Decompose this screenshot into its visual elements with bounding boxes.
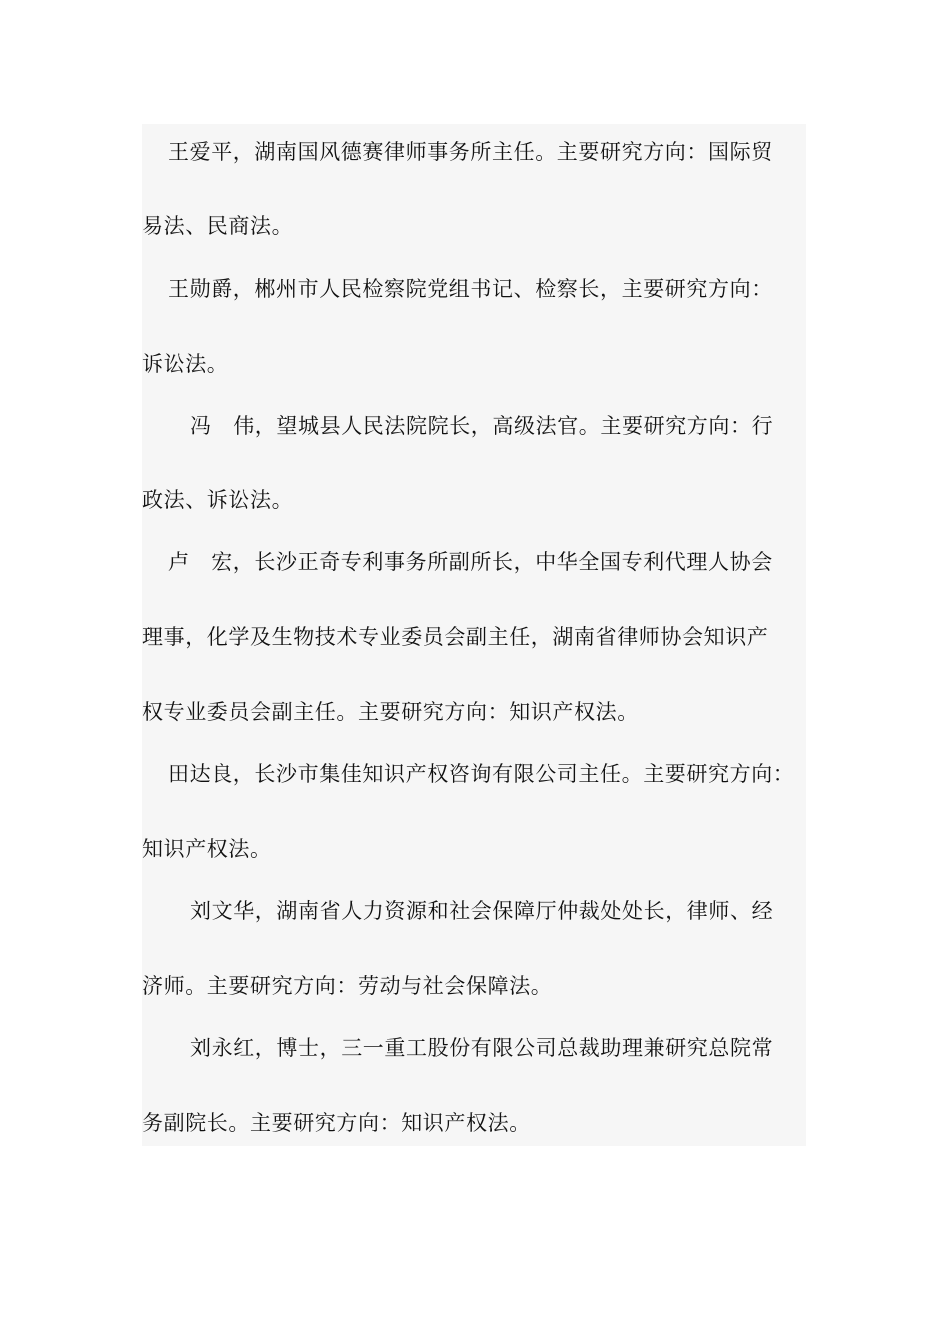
entry-liu-wenhua-line-2: 济师。主要研究方向：劳动与社会保障法。 xyxy=(142,974,553,998)
entry-tian-daliang-line-1: 田达良，长沙市集佳知识产权咨询有限公司主任。主要研究方向： xyxy=(168,762,795,786)
entry-wang-xunjue-line-2: 诉讼法。 xyxy=(142,352,229,376)
entry-wang-aiping-line-2: 易法、民商法。 xyxy=(142,214,294,238)
entry-feng-wei-line-2: 政法、诉讼法。 xyxy=(142,488,294,512)
entry-wang-aiping-line-1: 王爱平，湖南国风德赛律师事务所主任。主要研究方向：国际贸 xyxy=(168,140,773,164)
entry-wang-xunjue-line-1: 王勋爵，郴州市人民检察院党组书记、检察长，主要研究方向： xyxy=(168,277,773,301)
entry-lu-hong-line-2: 理事，化学及生物技术专业委员会副主任，湖南省律师协会知识产 xyxy=(142,625,769,649)
entry-liu-wenhua-line-1: 刘文华，湖南省人力资源和社会保障厅仲裁处处长，律师、经 xyxy=(190,899,774,923)
entry-lu-hong-line-1: 卢 宏，长沙正奇专利事务所副所长，中华全国专利代理人协会 xyxy=(168,550,773,574)
entry-tian-daliang-line-2: 知识产权法。 xyxy=(142,837,272,861)
entry-liu-yonghong-line-1: 刘永红，博士，三一重工股份有限公司总裁助理兼研究总院常 xyxy=(190,1036,774,1060)
entry-lu-hong-line-3: 权专业委员会副主任。主要研究方向：知识产权法。 xyxy=(142,700,639,724)
entry-feng-wei-line-1: 冯 伟，望城县人民法院院长，高级法官。主要研究方向：行 xyxy=(190,414,774,438)
document-text-block xyxy=(142,124,806,1146)
entry-liu-yonghong-line-2: 务副院长。主要研究方向：知识产权法。 xyxy=(142,1111,531,1135)
